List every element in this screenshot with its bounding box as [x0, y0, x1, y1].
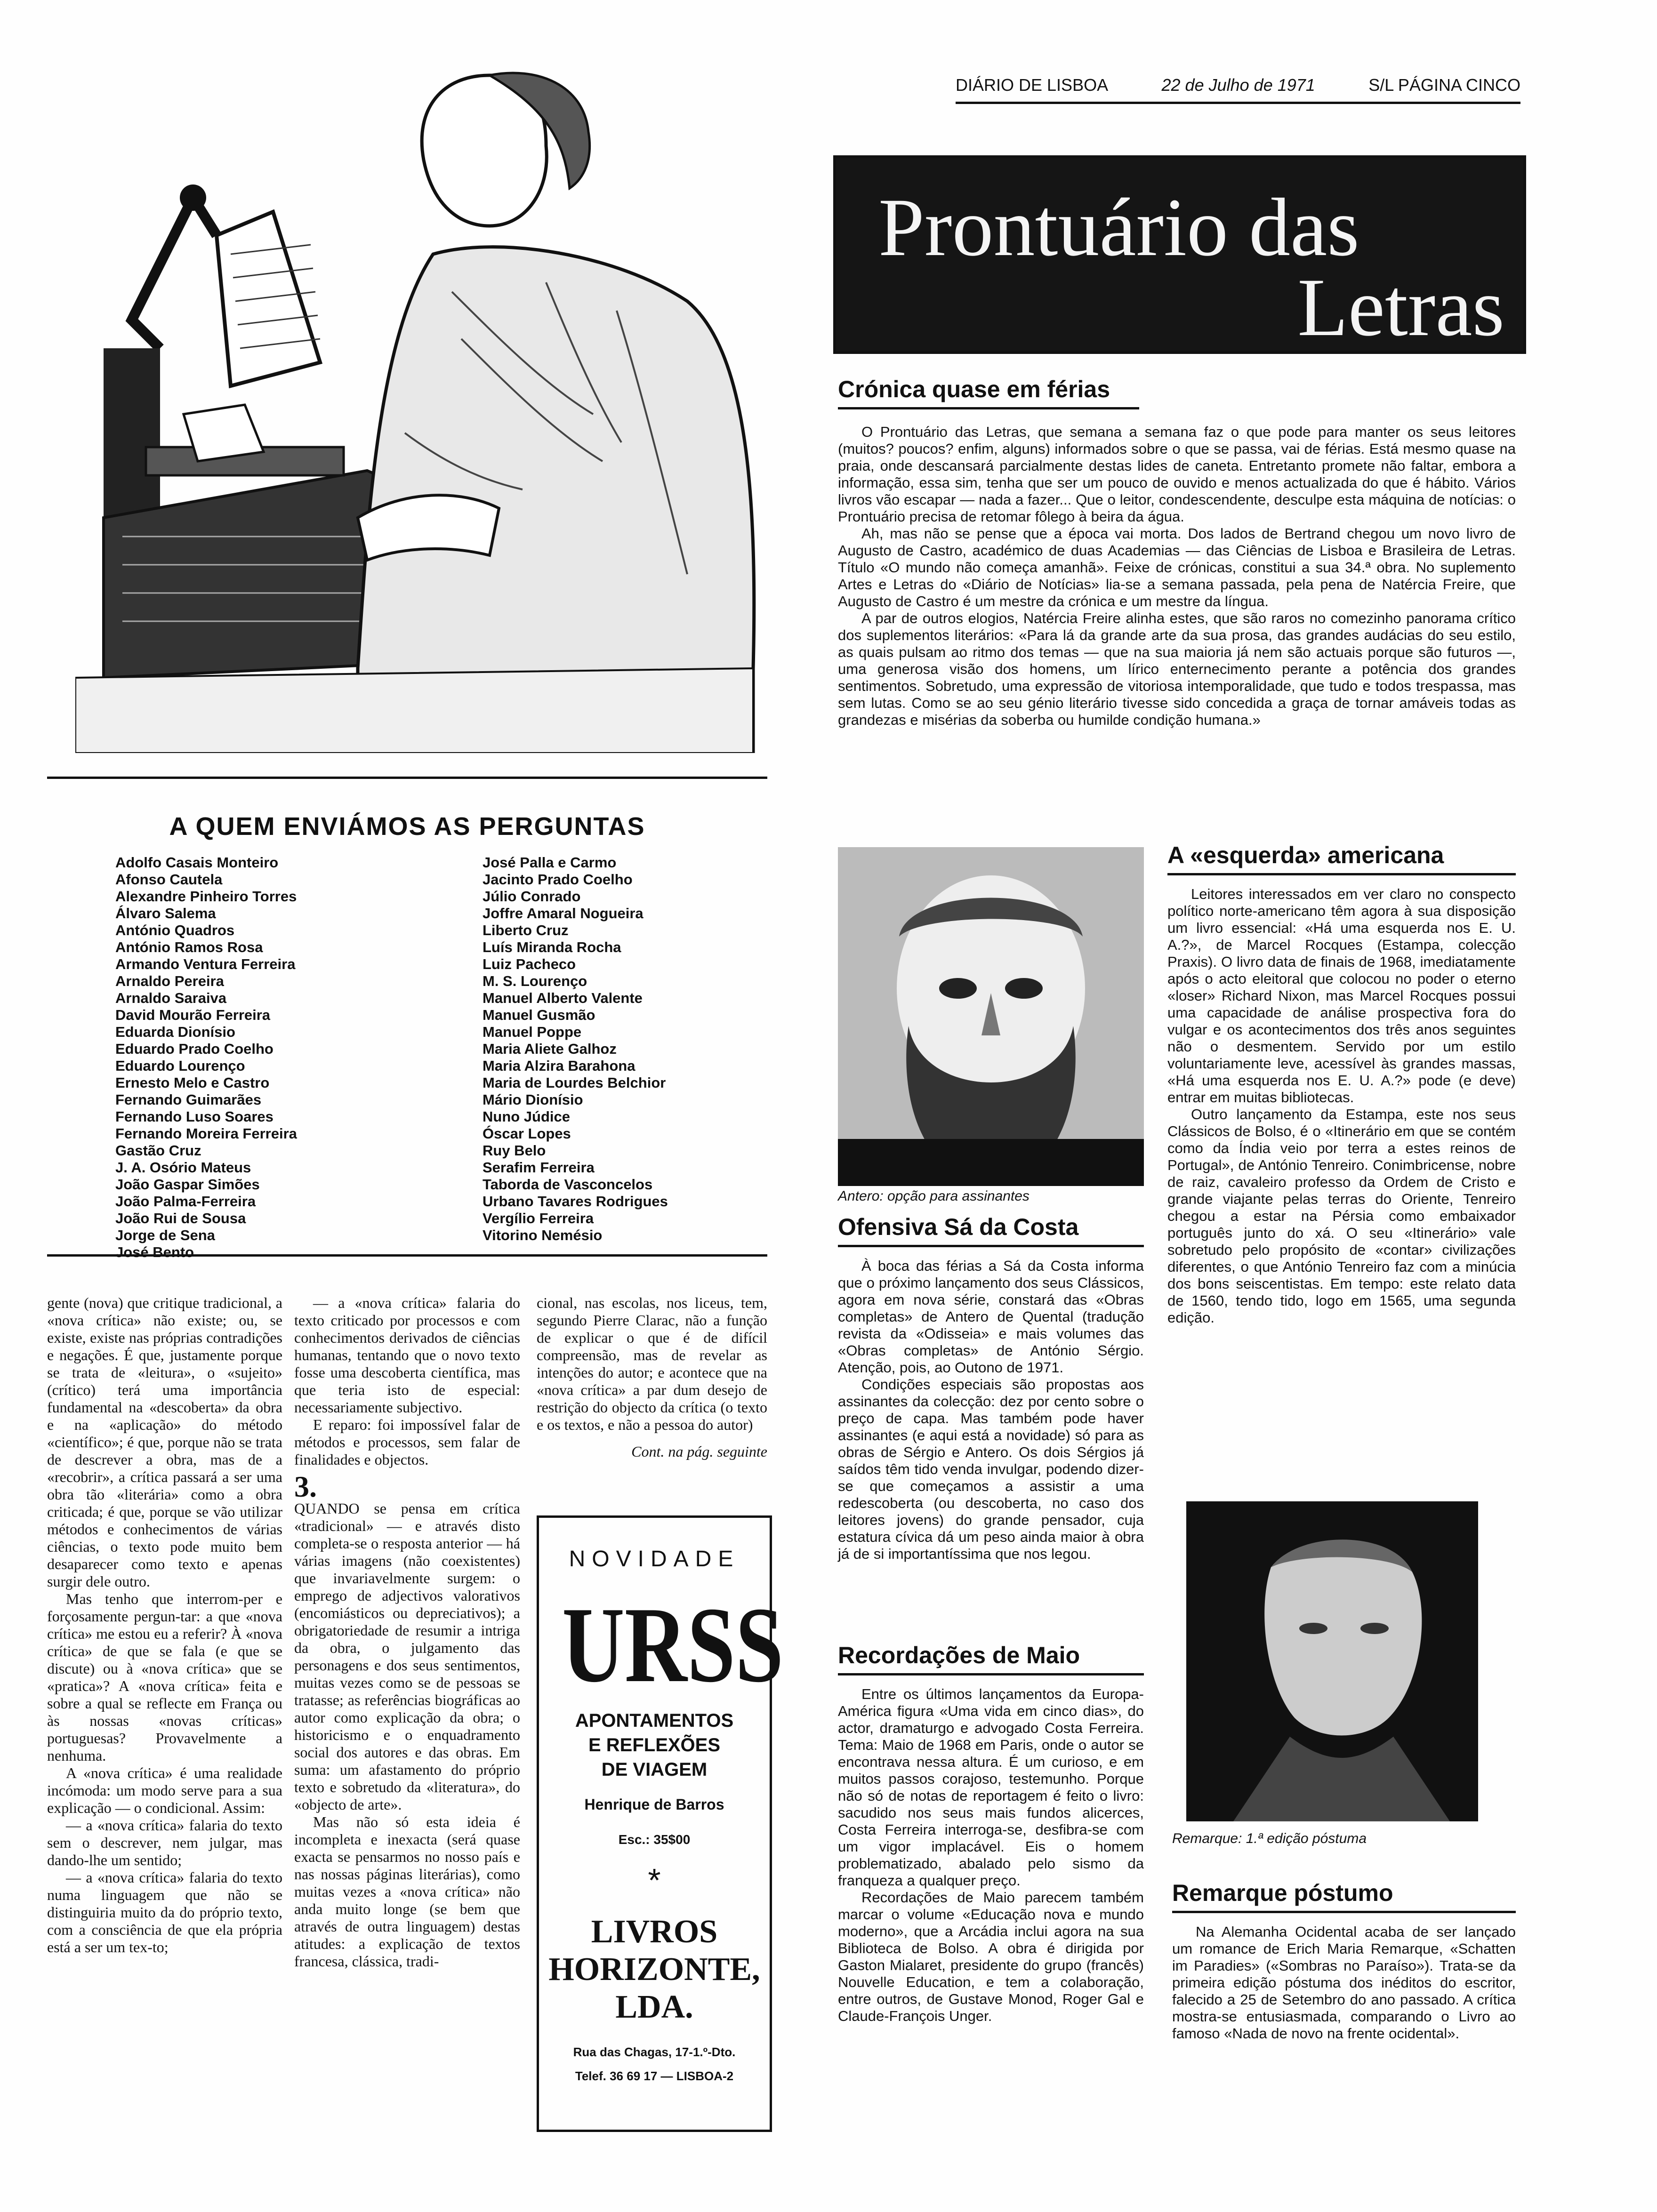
article-column-3 [537, 1294, 767, 1460]
article-paragraph: — a «nova crítica» falaria do texto numa linguagem que não se distinguiria muito da do próprio texto, com a consciência de que ela própria está a ser um tex-to; [47, 1869, 282, 1956]
name-item: Mário Dionísio [483, 1091, 583, 1108]
continued-note: Cont. na pág. seguinte [631, 1443, 767, 1460]
cronica-paragraph: A par de outros elogios, Natércia Freire alinha estes, que são raros no comezinho panorama crítico dos suplementos literários: «Para lá da grande arte da sua prosa, das grandes audácias do seu estilo, as quais pulsam ao ritmo dos temas — que na sua maioria já nem são actuais porque são futuros —, uma generosa visão dos homens, um lírico enternecimento perante a potência dos grandes sentimentos. Sobretudo, uma expressão de vitoriosa intemporalidade, que tudo e todos trespassa, mas sem lutas. Como se ao seu génio literário tivesse sido concedida a graça de tornar amáveis todas as grandezas e misérias da soberba ou humilde condição humana.» [838, 610, 1516, 728]
name-item: Maria de Lourdes Belchior [483, 1074, 666, 1091]
name-item: Fernando Moreira Ferreira [115, 1125, 297, 1142]
article-paragraph: gente (nova) que critique tradicional, a «nova crítica» não existe; ou, se existe, existe nas próprias contradições e negações. É que, justamente porque se trata de «leitura», o «sujeito» (crítico) terá uma importância fundamental na «descoberta» da obra e na «aplicação» do método «científico»; é que, porque não se trata de descrever a obra, mas de a «recobrir», a crítica passará a ser uma obra tão «literária» como a obra criticada; é que, porque se vão utilizar métodos e conhecimentos de várias ciências, o texto pode muito bem desaparecer como texto e apenas surgir dele outro. [47, 1294, 282, 1590]
issue-date: 22 de Julho de 1971 [1161, 75, 1315, 95]
name-item: Arnaldo Saraiva [115, 990, 227, 1006]
esquerda-title: A «esquerda» americana [1167, 842, 1516, 875]
name-item: M. S. Lourenço [483, 973, 587, 989]
names-column-left [115, 854, 297, 1261]
ofensiva-paragraph: Condições especiais são propostas aos assinantes da colecção: dez por cento sobre o preço de capa. Mas também pode haver assinantes (e aqui está a novidade) só para as obras de Sérgio e Antero. Os dois Sérgios já saídos têm tido venda invulgar, podendo dizer-se que começamos a assistir a uma redescoberta (ou descoberta, no caso dos leitores jovens) do grande pensador, cuja estatura cívica dá um peso ainda maior à obra já de si importantíssima que nos legou. [838, 1376, 1144, 1562]
recordacoes-body [838, 1686, 1144, 2025]
name-item: António Ramos Rosa [115, 939, 263, 955]
name-item: J. A. Osório Mateus [115, 1159, 251, 1176]
ad-subtitle-line: APONTAMENTOS [575, 1710, 734, 1731]
ad-price: Esc.: 35$00 [618, 1832, 691, 1847]
name-item: Fernando Guimarães [115, 1091, 262, 1108]
name-item: Arnaldo Pereira [115, 973, 224, 989]
name-item: Eduardo Lourenço [115, 1058, 245, 1074]
name-item: Liberto Cruz [483, 922, 569, 938]
name-item: Jorge de Sena [115, 1227, 215, 1243]
name-item: Eduardo Prado Coelho [115, 1041, 273, 1057]
name-item: Taborda de Vasconcelos [483, 1176, 653, 1193]
article-paragraph: cional, nas escolas, nos liceus, tem, segundo Pierre Clarac, não a função de explicar o que é de difícil compreensão, mas de revelar as intenções do autor; e acontece que na «nova crítica» a par dum desejo de restrição do objecto da crítica (o texto e os textos, e não a pessoa do autor) [537, 1294, 767, 1433]
page-header [956, 75, 1520, 104]
name-item: Júlio Conrado [483, 888, 581, 905]
recordacoes-article [838, 1643, 1144, 2025]
ofensiva-paragraph: À boca das férias a Sá da Costa informa que o próximo lançamento dos seus Clássicos, agora em nova série, constará das «Obras completas» de Antero de Quental (tradução revista da «Odisseia» e mais volumes das «Obras completas» de António Sérgio. Atenção, pois, ao Outono de 1971. [838, 1258, 1144, 1376]
name-item: José Bento [115, 1244, 194, 1260]
recordacoes-paragraph: Recordações de Maio parecem também marcar o volume «Educação nova e mundo moderno», que a Arcádia inclui agora na sua Biblioteca de Bolso. A obra é dirigida por Gaston Mialaret, presidente do grupo (francês) Nouvelle Education, e tem a colaboração, entre outros, de Gustave Monod, Roger Gal e Claude-François Unger. [838, 1889, 1144, 2024]
remarque-body [1172, 1923, 1516, 2042]
illustration-drawing [75, 56, 781, 753]
name-item: Afonso Cautela [115, 871, 223, 888]
ad-publisher [539, 1913, 770, 2026]
name-item: Álvaro Salema [115, 905, 216, 922]
ofensiva-body [838, 1258, 1144, 1563]
name-item: Gastão Cruz [115, 1142, 201, 1159]
writer-typewriter-illustration [75, 56, 781, 753]
name-item: Eduarda Dionísio [115, 1024, 235, 1040]
ad-phone: Telef. 36 69 17 — LISBOA-2 [575, 2069, 734, 2083]
name-item: José Palla e Carmo [483, 854, 617, 871]
perguntas-title: A QUEM ENVIÁMOS AS PERGUNTAS [169, 812, 645, 841]
name-item: João Rui de Sousa [115, 1210, 246, 1226]
name-item: Nuno Júdice [483, 1108, 571, 1125]
recordacoes-title: Recordações de Maio [838, 1643, 1144, 1675]
name-item: Ruy Belo [483, 1142, 546, 1159]
book-advertisement [537, 1515, 784, 2132]
name-item: Luiz Pacheco [483, 956, 576, 972]
cronica-paragraph: Ah, mas não se pense que a época vai morta. Dos lados de Bertrand chegou um novo livro de Augusto de Castro, académico de duas Academias — das Ciências de Lisboa e Brasileira de Letras. Título «O mundo não começa amanhã». Feixe de crónicas, constitui a sua 34.ª obra. No suplemento Artes e Letras do «Diário de Notícias» lia-se a semana passada, pela pena de Natércia Freire, que Augusto de Castro é um mestre da crónica e um mestre da língua. [838, 525, 1516, 609]
article-paragraph: Mas tenho que interrom-per e forçosamente pergun-tar: a que «nova crítica» me estou eu a referir? À «nova crítica» de que se fala (e que se discute) ou à «nova crítica» que se «pratica»? A «nova crítica» feita e sobre a qual se reflecte em França ou às nossas «novas críticas» portuguesas? Provavelmente a nenhuma. [47, 1590, 282, 1764]
article-paragraph: E reparo: foi impossível falar de métodos e processos, sem falar de finalidades e objectos. [294, 1416, 520, 1468]
ad-publisher-line: LIVROS [591, 1914, 718, 1950]
esquerda-body [1167, 886, 1516, 1326]
name-item: Maria Alzira Barahona [483, 1058, 635, 1074]
perguntas-box [47, 777, 767, 1260]
ad-star: * [648, 1862, 661, 1899]
name-item: Óscar Lopes [483, 1125, 571, 1142]
name-item: Fernando Luso Soares [115, 1108, 273, 1125]
newspaper-name: DIÁRIO DE LISBOA [956, 75, 1109, 95]
ad-author: Henrique de Barros [584, 1796, 724, 1813]
ad-publisher-line: HORIZONTE, LDA. [548, 1951, 760, 2025]
antero-photo [838, 847, 1144, 1186]
article-column-2 [294, 1294, 520, 1970]
cronica-article [838, 377, 1516, 729]
article-paragraph: Mas não só esta ideia é incompleta e inexacta (será quase exacta se pensarmos no nosso país e nas nossas páginas literárias), como muitas vezes a «nova crítica» não anda muito longe (se bem que através de outra linguagem) destas atitudes: a explicação de textos francesa, clássica, tradi- [294, 1813, 520, 1970]
article-paragraph: — a «nova crítica» falaria do texto sem o descrever, nem julgar, mas dando-lhe um sentido; [47, 1817, 282, 1868]
name-item: David Mourão Ferreira [115, 1007, 271, 1023]
esquerda-paragraph: Outro lançamento da Estampa, este nos seus Clássicos de Bolso, é o «Itinerário em que se contém como da Índia veio por terra a estes reinos de Portugal», de António Tenreiro. Conimbricense, nobre de raiz, cavaleiro professo da Ordem de Cristo e grande viajante pelas terras do Oriente, Tenreiro chegou a estar na Pérsia como embaixador português junto do xá. O seu «Itinerário» vale sobretudo pelo propósito de «contar» civilizações diferentes, o que António Tenreiro faz com a minúcia dos bons seiscentistas. Em tempo: este relato data de 1560, tendo tido, logo em 1565, uma segunda edição. [1167, 1106, 1516, 1326]
ofensiva-article [838, 1214, 1144, 1563]
ofensiva-title: Ofensiva Sá da Costa [838, 1214, 1144, 1247]
ad-book-title: URSS [562, 1585, 784, 1705]
name-item: Manuel Poppe [483, 1024, 582, 1040]
remarque-caption: Remarque: 1.ª edição póstuma [1172, 1831, 1367, 1846]
ad-subtitle-line: DE VIAGEM [601, 1759, 708, 1780]
name-item: Maria Aliete Galhoz [483, 1041, 617, 1057]
name-item: Vergílio Ferreira [483, 1210, 594, 1226]
remarque-photo [1186, 1501, 1478, 1821]
article-column-1 [47, 1294, 282, 1956]
article-paragraph: A «nova crítica» é uma realidade incómoda: um modo serve para a sua explicação — o condicional. Assim: [47, 1764, 282, 1816]
ad-subtitle [539, 1708, 770, 1782]
name-item: Joffre Amaral Nogueira [483, 905, 643, 922]
name-item: Adolfo Casais Monteiro [115, 854, 279, 871]
name-item: Serafim Ferreira [483, 1159, 595, 1176]
ad-address: Rua das Chagas, 17-1.º-Dto. [573, 2045, 736, 2059]
masthead-title-box [833, 155, 1526, 354]
name-item: Ernesto Melo e Castro [115, 1074, 270, 1091]
name-item: António Quadros [115, 922, 235, 938]
antero-caption: Antero: opção para assinantes [838, 1188, 1030, 1204]
recordacoes-paragraph: Entre os últimos lançamentos da Europa-América figura «Uma vida em cinco dias», do actor, dramaturgo e advogado Costa Ferreira. Tema: Maio de 1968 em Paris, onde o autor se encontrava nessa altura. É um curioso, e em muitos passos corajoso, testemunho. Porque não só de notas de reportagem é feito o livro: sacudido nos seus mais fundos alicerces, Costa Ferreira interroga-se, desfibra-se com um vigor implacável. Eis o homem problematizado, abalado pelo sismo da franqueza a qualquer preço. [838, 1686, 1144, 1889]
ad-novidade: NOVIDADE [569, 1547, 740, 1571]
remarque-paragraph: Na Alemanha Ocidental acaba de ser lançado um romance de Erich Maria Remarque, «Schatten im Paradies» («Sombras no Paraíso»). Trata-se da primeira edição póstuma dos inéditos do escritor, falecido a 25 de Setembro do ano passado. A crítica mostra-se entusiasmada, comparando o Livro ao famoso «Nada de novo na frente ocidental». [1172, 1923, 1516, 2042]
name-item: João Palma-Ferreira [115, 1193, 256, 1210]
cronica-body [838, 424, 1516, 729]
section-number: 3. [294, 1470, 317, 1503]
masthead-title-line2: Letras [1297, 262, 1504, 353]
names-column-right [483, 854, 668, 1244]
remarque-title: Remarque póstumo [1172, 1880, 1516, 1913]
name-item: Urbano Tavares Rodrigues [483, 1193, 668, 1210]
cronica-paragraph: O Prontuário das Letras, que semana a semana faz o que pode para manter os seus leitores (muitos? poucos? enfim, alguns) informados sobre o que se passa, vai de férias. Está mesmo quase na praia, onde descansará parcialmente destas lides de caneta. Entretanto promete não faltar, embora a informação, essa sim, tenha que ser um pouco de ouvido e menos actualizada do que é hábito. Vários livros vão escapar — nada a fazer... Que o leitor, condescendente, desculpe esta máquina de notícias: o Prontuário precisa de retomar fôlego à beira da água. [838, 424, 1516, 525]
name-item: João Gaspar Simões [115, 1176, 260, 1193]
page-number: S/L PÁGINA CINCO [1368, 75, 1520, 95]
name-item: Jacinto Prado Coelho [483, 871, 633, 888]
name-item: Armando Ventura Ferreira [115, 956, 296, 972]
esquerda-paragraph: Leitores interessados em ver claro no conspecto político norte-americano têm agora à sua disposição um livro essencial: «Há uma esquerda nos E. U. A.?», de Marcel Rocques (Estampa, colecção Praxis). O livro data de finais de 1968, imediatamente após o acto eleitoral que colocou no poder o eterno «loser» Richard Nixon, mas Marcel Rocques possui uma capacidade de análise prospectiva fora do vulgar e os acontecimentos dos três anos seguintes não o desmentem. Servido por um estilo voluntariamente leve, acessível às grandes massas, «Há uma esquerda nos E. U. A.?» pode (e deve) entrar em muitas bibliotecas. [1167, 886, 1516, 1106]
name-item: Manuel Gusmão [483, 1007, 595, 1023]
ad-subtitle-line: E REFLEXÕES [588, 1735, 721, 1755]
name-item: Vitorino Nemésio [483, 1227, 603, 1243]
name-item: Manuel Alberto Valente [483, 990, 643, 1006]
esquerda-article [1167, 842, 1516, 1326]
name-item: Alexandre Pinheiro Torres [115, 888, 297, 905]
cronica-title: Crónica quase em férias [838, 377, 1139, 409]
article-paragraph: QUANDO se pensa em crítica «tradicional» — e através disto completa-se o resposta anterior — há várias imagens (não coexistentes) que invariavelmente surgem: o emprego de adjectivos valorativos (encomiásticos ou depreciativos); a obrigatoriedade de resumir a intriga da obra, o julgamento das personagens e dos seus sentimentos, muitas vezes como se de pessoas se tratasse; as referências biográficas ao autor como explicação da obra; o historicismo e o enquadramento social dos autores e das obras. Em suma: um afastamento do próprio texto e sobretudo da «literatura», do «objecto de arte». [294, 1500, 520, 1813]
remarque-article [1172, 1880, 1516, 2042]
name-item: Luís Miranda Rocha [483, 939, 621, 955]
masthead-title-line1: Prontuário das [878, 182, 1359, 273]
article-paragraph: — a «nova crítica» falaria do texto criticado por processos e com conhecimentos derivados de ciências humanas, tentando que o novo texto fosse uma descoberta científica, mas que teria isto de especial: necessariamente subjectivo. [294, 1294, 520, 1416]
